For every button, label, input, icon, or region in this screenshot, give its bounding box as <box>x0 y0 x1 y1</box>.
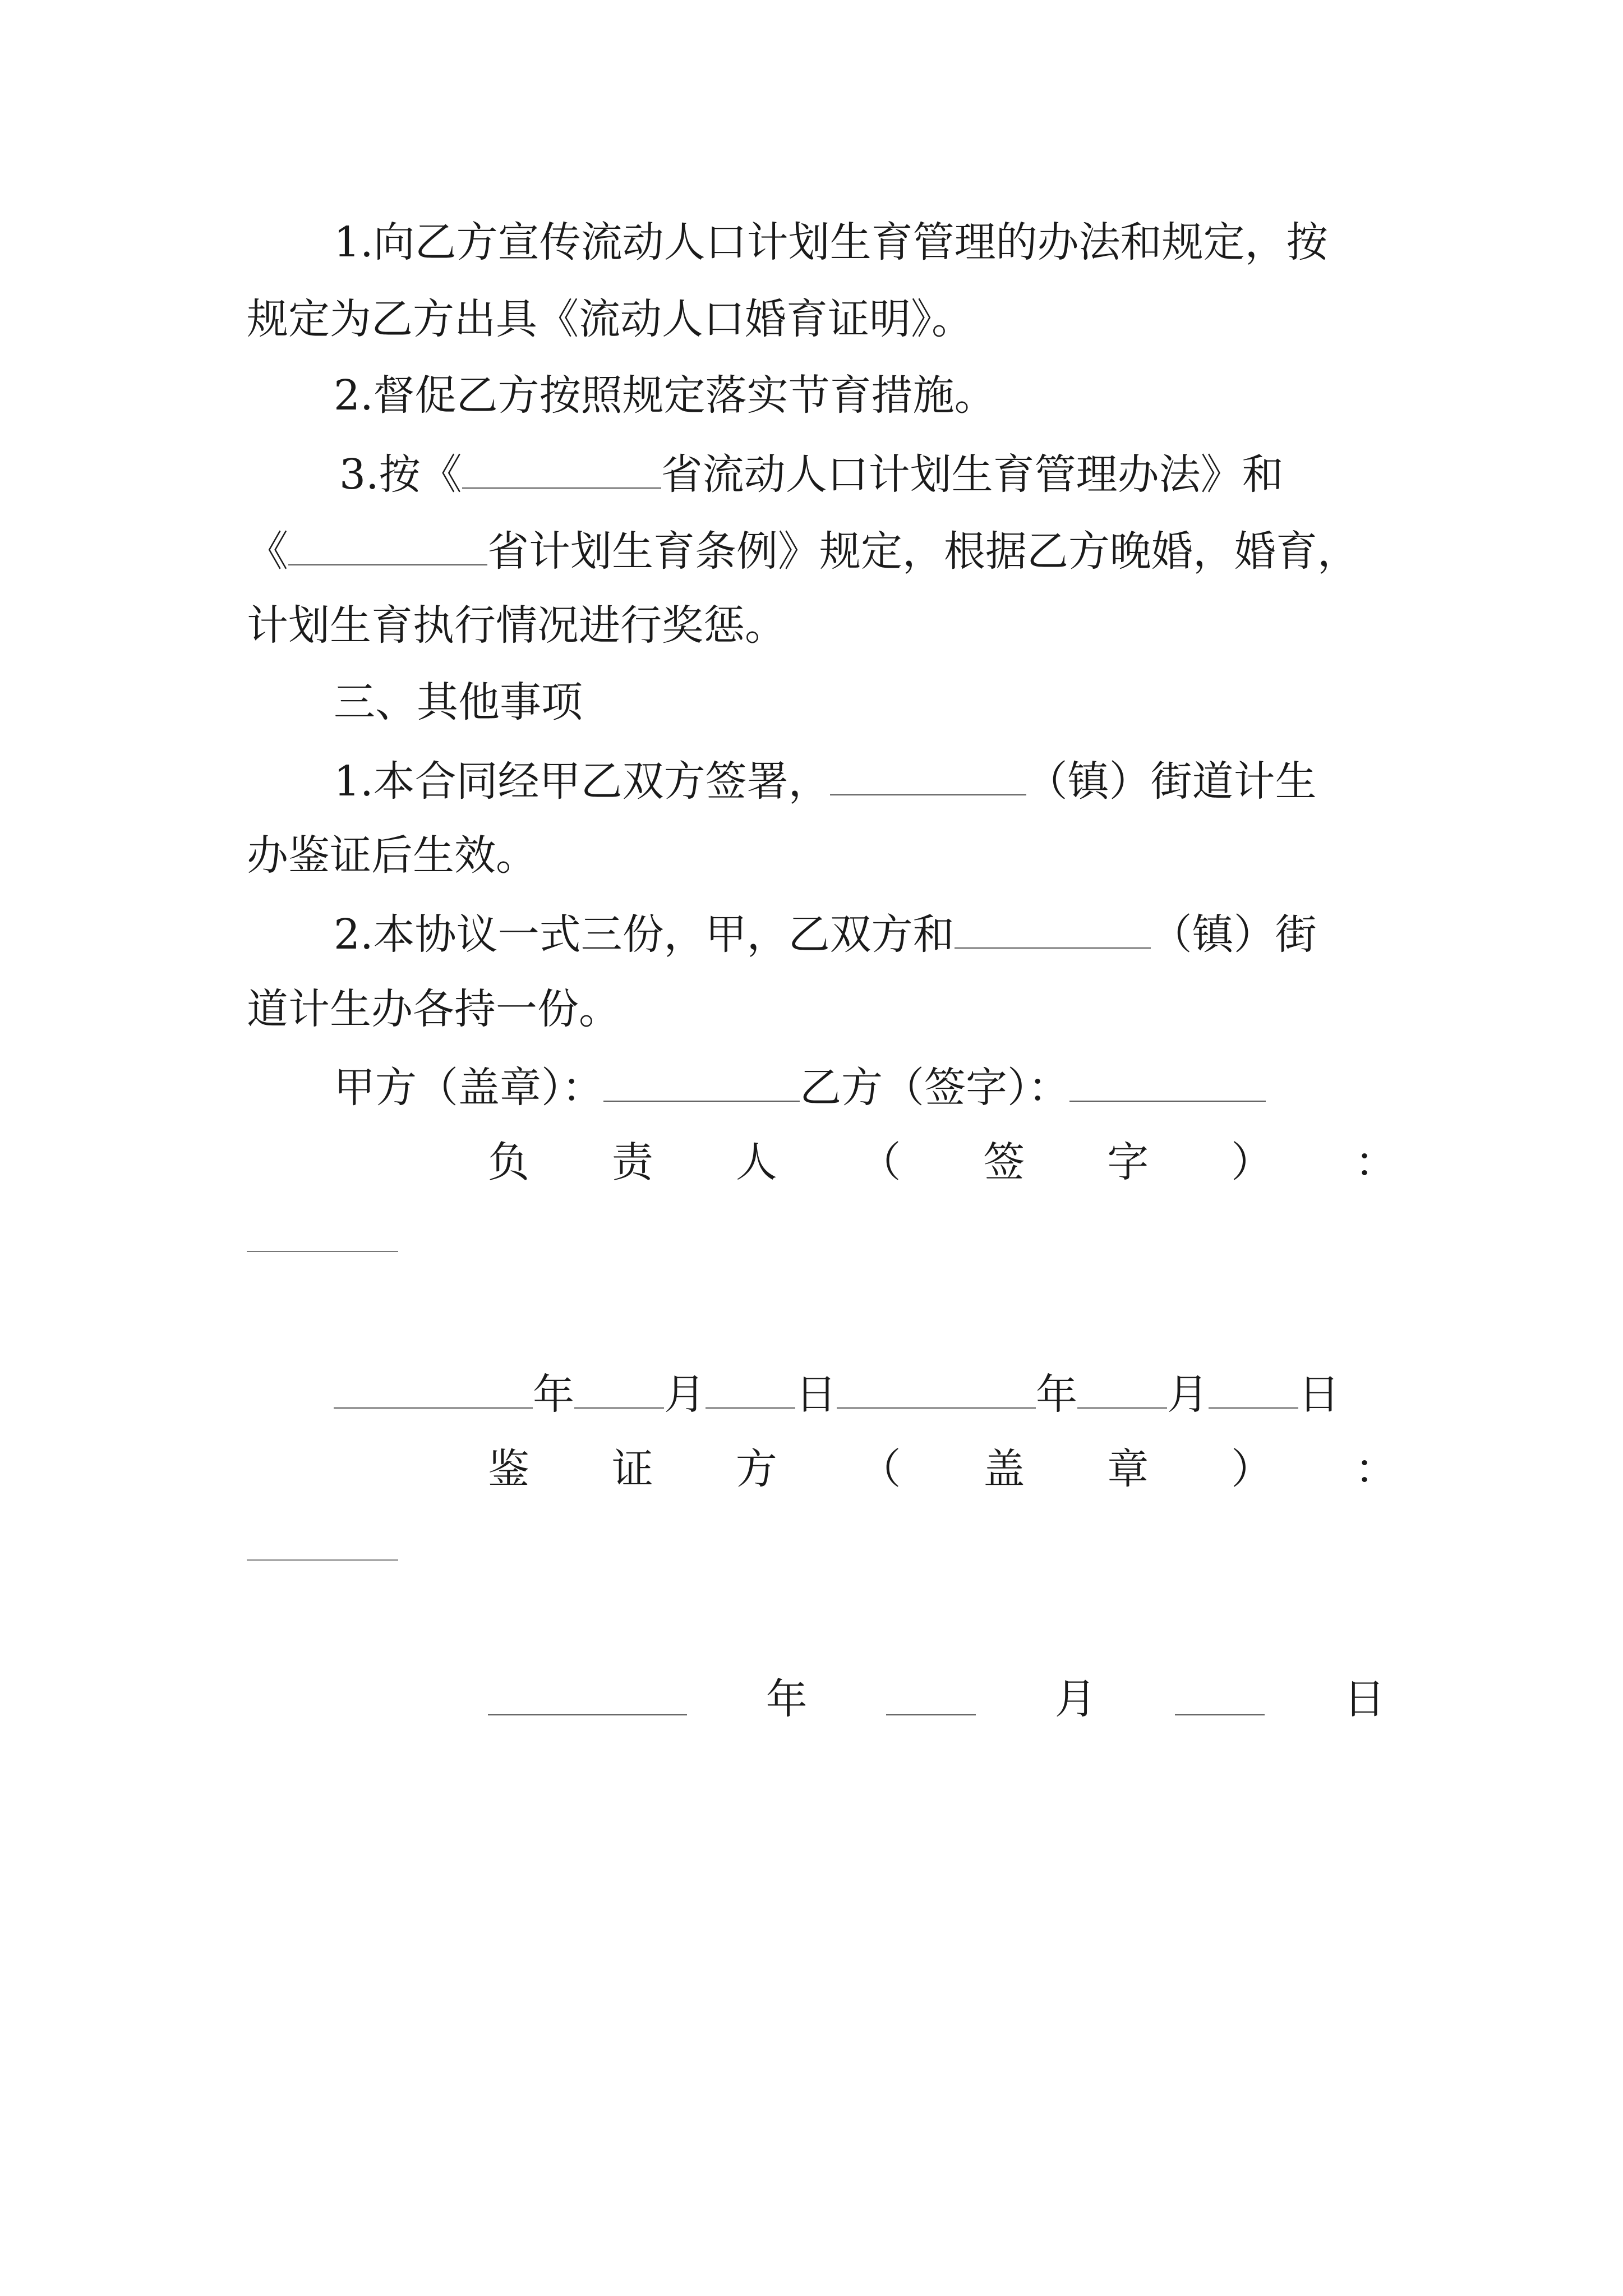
day-label: 日 <box>1343 1675 1385 1723</box>
responsible-char: 责 <box>611 1138 653 1186</box>
responsible-char: ） <box>1231 1138 1273 1186</box>
paragraph-1-line-1: 1.向乙方宣传流动人口计划生育管理的办法和规定，按 <box>334 218 1328 266</box>
verifier-line <box>488 1445 1396 1493</box>
verifier-date-line <box>488 1675 1385 1723</box>
party-b-year-blank[interactable] <box>837 1372 1036 1409</box>
item-1-suffix: （镇）街道计生 <box>1026 757 1317 806</box>
month-label: 月 <box>1167 1370 1209 1419</box>
party-a-seal-blank[interactable] <box>603 1065 800 1102</box>
year-label: 年 <box>533 1370 574 1419</box>
month-label: 月 <box>664 1370 706 1419</box>
section-3-item-2-line-1 <box>334 910 1317 959</box>
verifier-char: 章 <box>1107 1445 1149 1493</box>
province-blank-2[interactable] <box>288 528 487 565</box>
responsible-char: ： <box>1354 1138 1396 1186</box>
signature-parties-line <box>334 1064 1266 1112</box>
responsible-signature-blank[interactable] <box>247 1251 398 1252</box>
section-3-item-2-line-2: 道计生办各持一份。 <box>247 985 620 1033</box>
item-2-prefix: 2.本协议一式三份，甲，乙双方和 <box>334 910 955 959</box>
day-label: 日 <box>1298 1370 1340 1419</box>
signature-dates-line <box>334 1370 1340 1419</box>
section-3-heading: 三、其他事项 <box>334 678 583 726</box>
verifier-char: 方 <box>735 1445 777 1493</box>
paragraph-1-line-2: 规定为乙方出具《流动人口婚育证明》。 <box>247 295 973 343</box>
town-blank-1[interactable] <box>830 758 1026 795</box>
paragraph-3-prefix: 3.按《 <box>339 450 462 499</box>
responsible-char: 签 <box>983 1138 1025 1186</box>
party-a-year-blank[interactable] <box>334 1372 533 1409</box>
paragraph-3-line-2-prefix: 《 <box>247 527 288 576</box>
paragraph-3-line-2-rest: 省计划生育条例》规定，根据乙方晚婚，婚育， <box>487 527 1359 576</box>
party-a-month-blank[interactable] <box>574 1372 664 1409</box>
verifier-char: ） <box>1231 1445 1273 1493</box>
year-label: 年 <box>766 1675 808 1723</box>
paragraph-2: 2.督促乙方按照规定落实节育措施。 <box>334 371 996 420</box>
day-label: 日 <box>795 1370 837 1419</box>
province-blank-1[interactable] <box>462 452 661 489</box>
responsible-char: 负 <box>488 1138 529 1186</box>
paragraph-3-mid: 省流动人口计划生育管理办法》和 <box>661 450 1284 499</box>
responsible-char: （ <box>859 1138 901 1186</box>
paragraph-3-line-2 <box>247 527 1359 576</box>
month-label: 月 <box>1054 1675 1096 1723</box>
verifier-char: ： <box>1354 1445 1396 1493</box>
town-blank-2[interactable] <box>955 912 1151 949</box>
item-2-suffix: （镇）街 <box>1150 910 1317 959</box>
party-b-month-blank[interactable] <box>1077 1372 1167 1409</box>
paragraph-3-line-1 <box>339 450 1284 499</box>
year-label: 年 <box>1036 1370 1077 1419</box>
responsible-person-line <box>488 1138 1396 1186</box>
verifier-seal-blank[interactable] <box>247 1559 398 1561</box>
item-1-prefix: 1.本合同经甲乙双方签署， <box>334 757 830 806</box>
party-b-label: 乙方（签字）： <box>800 1064 1069 1112</box>
party-a-day-blank[interactable] <box>706 1372 795 1409</box>
verifier-char: （ <box>859 1445 901 1493</box>
section-3-item-1-line-1 <box>334 757 1317 806</box>
responsible-char: 人 <box>735 1138 777 1186</box>
verifier-day-blank[interactable] <box>1175 1678 1265 1715</box>
verifier-char: 鉴 <box>488 1445 529 1493</box>
verifier-char: 盖 <box>983 1445 1025 1493</box>
party-a-label: 甲方（盖章）： <box>334 1064 603 1112</box>
verifier-char: 证 <box>611 1445 653 1493</box>
party-b-signature-blank[interactable] <box>1069 1065 1266 1102</box>
verifier-month-blank[interactable] <box>886 1678 976 1715</box>
paragraph-3-line-3: 计划生育执行情况进行奖惩。 <box>247 601 786 650</box>
section-3-item-1-line-2: 办鉴证后生效。 <box>247 831 537 880</box>
party-b-day-blank[interactable] <box>1209 1372 1298 1409</box>
verifier-year-blank[interactable] <box>488 1678 687 1715</box>
responsible-char: 字 <box>1107 1138 1149 1186</box>
